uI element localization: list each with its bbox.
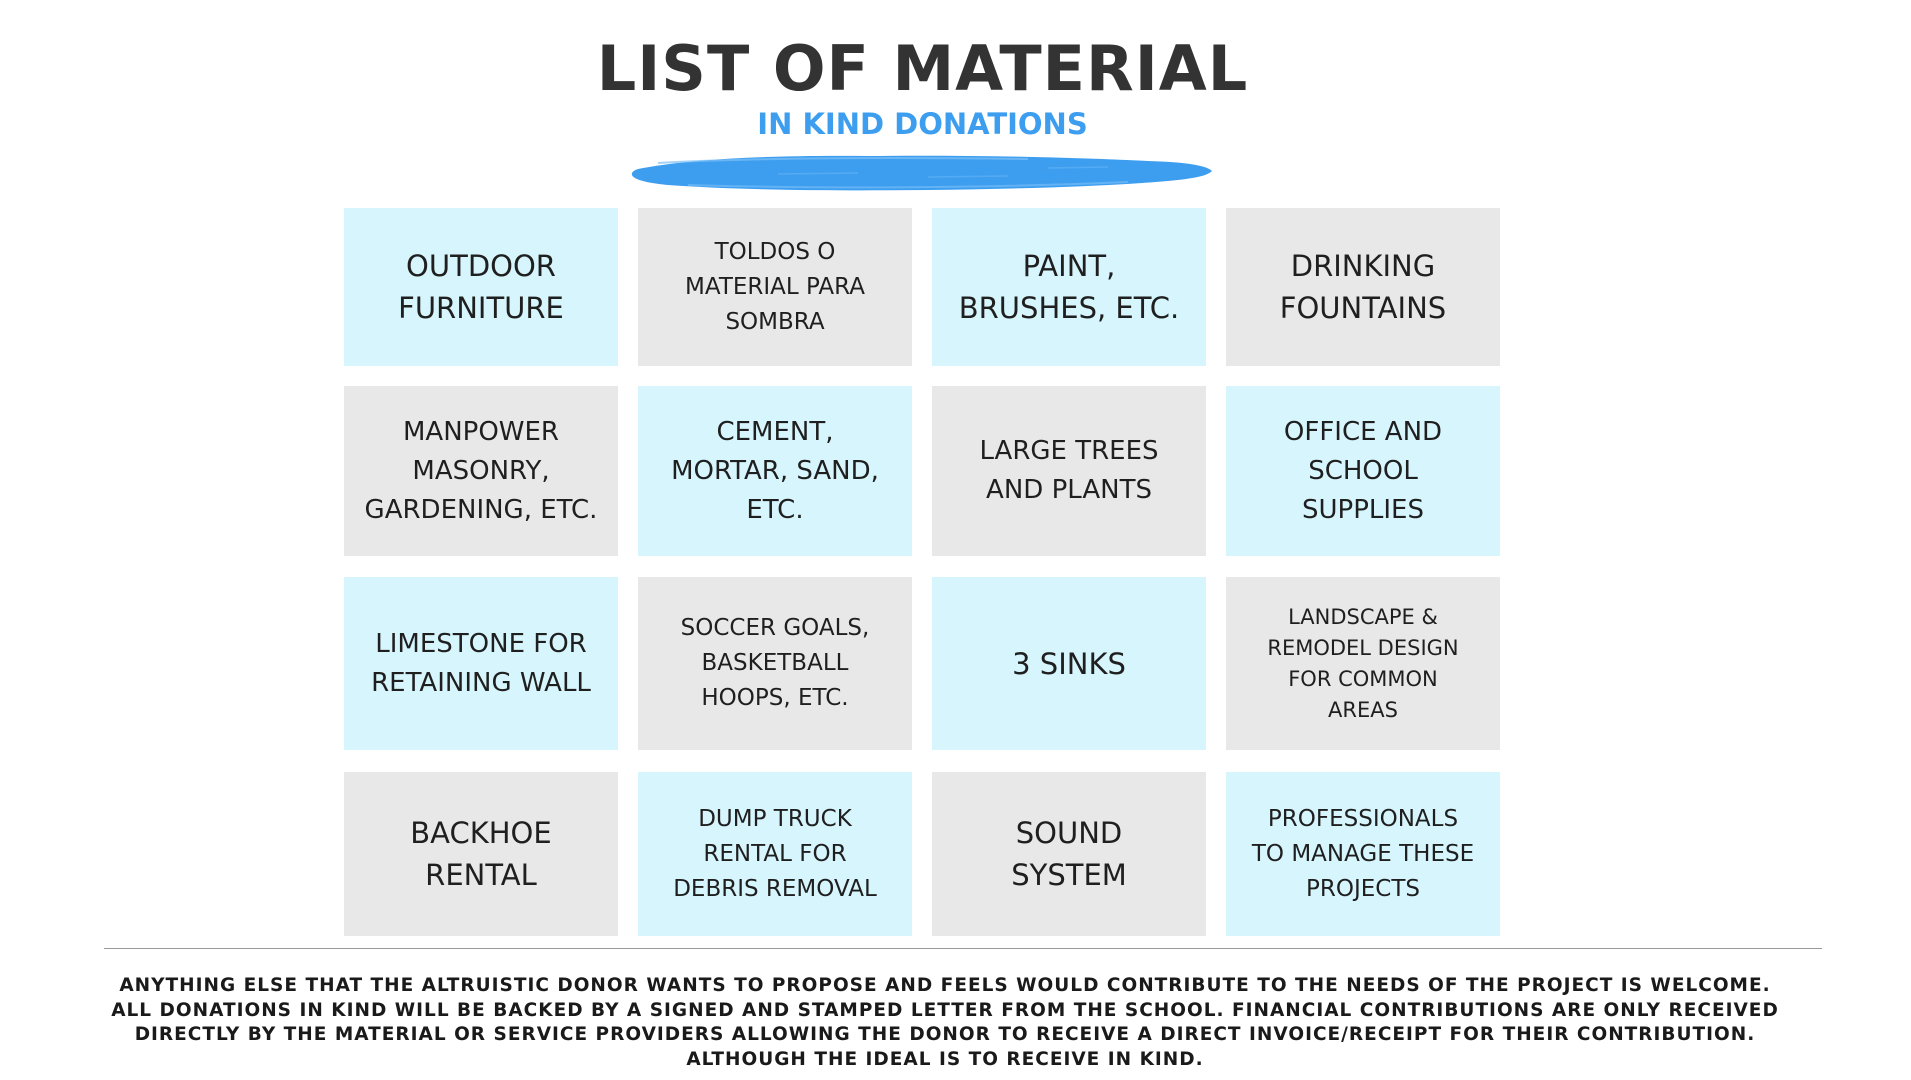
item-backhoe-rental: BACKHOE RENTAL: [344, 772, 618, 936]
item-soccer-goals-basketball-hoops: SOCCER GOALS, BASKETBALL HOOPS, ETC.: [638, 577, 912, 750]
item-drinking-fountains: DRINKING FOUNTAINS: [1226, 208, 1500, 366]
item-large-trees-and-plants: LARGE TREES AND PLANTS: [932, 386, 1206, 556]
item-cement-mortar-sand: CEMENT, MORTAR, SAND, ETC.: [638, 386, 912, 556]
item-limestone-retaining-wall: LIMESTONE FOR RETAINING WALL: [344, 577, 618, 750]
item-professionals-to-manage: PROFESSIONALS TO MANAGE THESE PROJECTS: [1226, 772, 1500, 936]
footer-note: [0, 974, 1890, 1072]
item-toldos-material-para-sombra: TOLDOS O MATERIAL PARA SOMBRA: [638, 208, 912, 366]
footer-line: ALTHOUGH THE IDEAL IS TO RECEIVE IN KIND.: [686, 1048, 1204, 1070]
footer-line: ALL DONATIONS IN KIND WILL BE BACKED BY A SIGNED AND STAMPED LETTER FROM THE SCHOOL. FINANCIAL CONTRIBUTIONS ARE ONLY RECEIVED: [111, 999, 1779, 1021]
item-sound-system: SOUND SYSTEM: [932, 772, 1206, 936]
page-title: LIST OF MATERIAL: [596, 32, 1249, 105]
item-landscape-remodel-design: LANDSCAPE & REMODEL DESIGN FOR COMMON AREAS: [1226, 577, 1500, 750]
footer-line: ANYTHING ELSE THAT THE ALTRUISTIC DONOR WANTS TO PROPOSE AND FEELS WOULD CONTRIBUTE TO THE NEEDS OF THE PROJECT IS WELCOME.: [119, 975, 1771, 996]
footer-line: DIRECTLY BY THE MATERIAL OR SERVICE PROVIDERS ALLOWING THE DONOR TO RECEIVE A DIRECT INVOICE/RECEIPT FOR THEIR CONTRIBUTION.: [134, 1024, 1756, 1045]
item-paint-brushes: PAINT, BRUSHES, ETC.: [932, 208, 1206, 366]
footer-divider: [104, 948, 1822, 949]
item-outdoor-furniture: OUTDOOR FURNITURE: [344, 208, 618, 366]
item-office-and-school-supplies: OFFICE AND SCHOOL SUPPLIES: [1226, 386, 1500, 556]
brush-stroke-decoration: [628, 149, 1214, 195]
page-subtitle: IN KIND DONATIONS: [757, 107, 1088, 141]
donation-items-grid: [344, 208, 1500, 938]
item-3-sinks: 3 SINKS: [932, 577, 1206, 750]
item-manpower: MANPOWER MASONRY, GARDENING, ETC.: [344, 386, 618, 556]
item-dump-truck-rental: DUMP TRUCK RENTAL FOR DEBRIS REMOVAL: [638, 772, 912, 936]
